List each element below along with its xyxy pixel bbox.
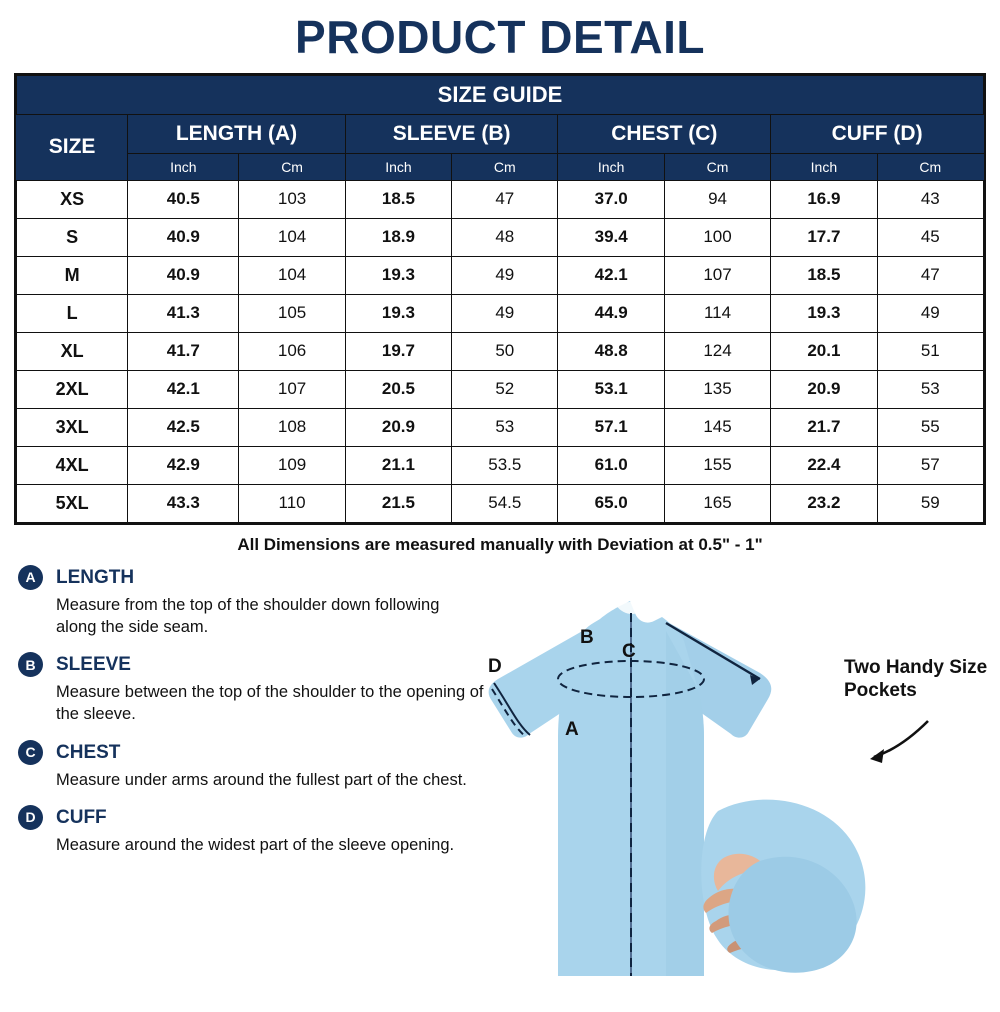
cell-value: 51: [877, 332, 983, 370]
cell-value: 145: [664, 408, 770, 446]
cell-value: 65.0: [558, 484, 664, 522]
size-guide-table: [14, 73, 986, 525]
cell-value: 155: [664, 446, 770, 484]
cell-value: 53.1: [558, 370, 664, 408]
cell-value: 104: [239, 256, 345, 294]
cell-value: 54.5: [452, 484, 558, 522]
legend-item-cuff: [14, 805, 484, 856]
label-a: A: [565, 718, 579, 740]
cell-value: 52: [452, 370, 558, 408]
legend-title-cuff: CUFF: [56, 806, 107, 828]
col-header-length: LENGTH (A): [128, 114, 346, 153]
badge-a-icon: A: [18, 565, 43, 590]
cell-value: 20.1: [771, 332, 877, 370]
garment-svg: [430, 561, 1000, 981]
cell-value: 21.1: [345, 446, 451, 484]
col-header-size: SIZE: [17, 114, 128, 180]
measurement-legend: [14, 565, 484, 871]
cell-size: 4XL: [17, 446, 128, 484]
cell-value: 42.9: [128, 446, 239, 484]
table-row: [17, 484, 984, 522]
cell-value: 39.4: [558, 218, 664, 256]
unit-length-inch: Inch: [128, 153, 239, 180]
cell-value: 106: [239, 332, 345, 370]
size-guide-title: SIZE GUIDE: [17, 75, 984, 114]
cell-value: 41.3: [128, 294, 239, 332]
col-header-sleeve: SLEEVE (B): [345, 114, 558, 153]
legend-item-length: [14, 565, 484, 639]
cell-value: 110: [239, 484, 345, 522]
cell-value: 20.9: [345, 408, 451, 446]
legend-title-chest: CHEST: [56, 741, 121, 763]
unit-sleeve-cm: Cm: [452, 153, 558, 180]
table-group-header: [17, 114, 984, 153]
label-b: B: [580, 626, 594, 648]
cell-value: 19.3: [345, 294, 451, 332]
unit-sleeve-inch: Inch: [345, 153, 451, 180]
cell-value: 19.3: [345, 256, 451, 294]
cell-value: 53.5: [452, 446, 558, 484]
cell-value: 59: [877, 484, 983, 522]
badge-c-icon: C: [18, 740, 43, 765]
legend-desc-cuff: Measure around the widest part of the sleeve opening.: [56, 835, 455, 854]
cell-value: 47: [877, 256, 983, 294]
cell-value: 43: [877, 180, 983, 218]
cell-value: 45: [877, 218, 983, 256]
table-row: [17, 256, 984, 294]
cell-value: 165: [664, 484, 770, 522]
cell-value: 42.5: [128, 408, 239, 446]
cell-value: 109: [239, 446, 345, 484]
cell-value: 61.0: [558, 446, 664, 484]
cell-value: 105: [239, 294, 345, 332]
cell-value: 42.1: [128, 370, 239, 408]
cell-size: M: [17, 256, 128, 294]
cell-value: 20.9: [771, 370, 877, 408]
cell-value: 18.9: [345, 218, 451, 256]
cell-value: 57: [877, 446, 983, 484]
measurement-guide-section: [0, 561, 1000, 981]
cell-value: 49: [452, 294, 558, 332]
legend-item-sleeve: [14, 652, 484, 726]
cell-value: 23.2: [771, 484, 877, 522]
cell-value: 43.3: [128, 484, 239, 522]
cell-value: 50: [452, 332, 558, 370]
cell-value: 94: [664, 180, 770, 218]
cell-value: 48: [452, 218, 558, 256]
table-row: [17, 294, 984, 332]
cell-value: 48.8: [558, 332, 664, 370]
cell-value: 135: [664, 370, 770, 408]
cell-value: 53: [452, 408, 558, 446]
cell-value: 17.7: [771, 218, 877, 256]
cell-value: 41.7: [128, 332, 239, 370]
cell-value: 107: [239, 370, 345, 408]
table-row: [17, 332, 984, 370]
table-unit-header: [17, 153, 984, 180]
cell-value: 22.4: [771, 446, 877, 484]
unit-length-cm: Cm: [239, 153, 345, 180]
cell-value: 40.9: [128, 218, 239, 256]
cell-value: 37.0: [558, 180, 664, 218]
cell-value: 103: [239, 180, 345, 218]
cell-value: 21.5: [345, 484, 451, 522]
cell-size: XS: [17, 180, 128, 218]
table-body: [17, 180, 984, 522]
cell-value: 19.3: [771, 294, 877, 332]
cell-value: 40.9: [128, 256, 239, 294]
cell-value: 18.5: [771, 256, 877, 294]
cell-size: L: [17, 294, 128, 332]
legend-desc-length: Measure from the top of the shoulder down following along the side seam.: [56, 595, 440, 636]
legend-title-length: LENGTH: [56, 566, 135, 588]
cell-value: 21.7: [771, 408, 877, 446]
label-c: C: [622, 640, 636, 662]
cell-value: 57.1: [558, 408, 664, 446]
cell-value: 44.9: [558, 294, 664, 332]
table-row: [17, 446, 984, 484]
table-row: [17, 180, 984, 218]
unit-chest-cm: Cm: [664, 153, 770, 180]
unit-chest-inch: Inch: [558, 153, 664, 180]
cell-value: 53: [877, 370, 983, 408]
cell-value: 16.9: [771, 180, 877, 218]
cell-value: 42.1: [558, 256, 664, 294]
cell-size: XL: [17, 332, 128, 370]
cell-size: 2XL: [17, 370, 128, 408]
cell-value: 100: [664, 218, 770, 256]
cell-value: 49: [452, 256, 558, 294]
label-d: D: [488, 655, 502, 677]
table-band-header: [17, 75, 984, 114]
cell-size: S: [17, 218, 128, 256]
cell-value: 114: [664, 294, 770, 332]
cell-value: 20.5: [345, 370, 451, 408]
page-title: PRODUCT DETAIL: [295, 11, 705, 63]
unit-cuff-cm: Cm: [877, 153, 983, 180]
pocket-photo: [701, 799, 865, 972]
garment-illustration: [430, 561, 1000, 981]
badge-b-icon: B: [18, 652, 43, 677]
legend-item-chest: [14, 740, 484, 791]
cell-value: 104: [239, 218, 345, 256]
cell-value: 108: [239, 408, 345, 446]
legend-desc-chest: Measure under arms around the fullest part of the chest.: [56, 770, 467, 789]
badge-d-icon: D: [18, 805, 43, 830]
cell-value: 19.7: [345, 332, 451, 370]
cell-size: 5XL: [17, 484, 128, 522]
cell-value: 18.5: [345, 180, 451, 218]
cell-value: 40.5: [128, 180, 239, 218]
legend-title-sleeve: SLEEVE: [56, 654, 131, 676]
cell-value: 55: [877, 408, 983, 446]
cell-value: 47: [452, 180, 558, 218]
col-header-cuff: CUFF (D): [771, 114, 984, 153]
cell-size: 3XL: [17, 408, 128, 446]
table-row: [17, 408, 984, 446]
cell-value: 107: [664, 256, 770, 294]
legend-desc-sleeve: Measure between the top of the shoulder to the opening of the sleeve.: [56, 683, 484, 724]
cell-value: 124: [664, 332, 770, 370]
unit-cuff-inch: Inch: [771, 153, 877, 180]
table-row: [17, 370, 984, 408]
cell-value: 49: [877, 294, 983, 332]
pockets-note: Two Handy Size Pockets: [844, 656, 988, 702]
deviation-note: All Dimensions are measured manually with Deviation at 0.5" - 1": [237, 534, 763, 554]
table-row: [17, 218, 984, 256]
col-header-chest: CHEST (C): [558, 114, 771, 153]
